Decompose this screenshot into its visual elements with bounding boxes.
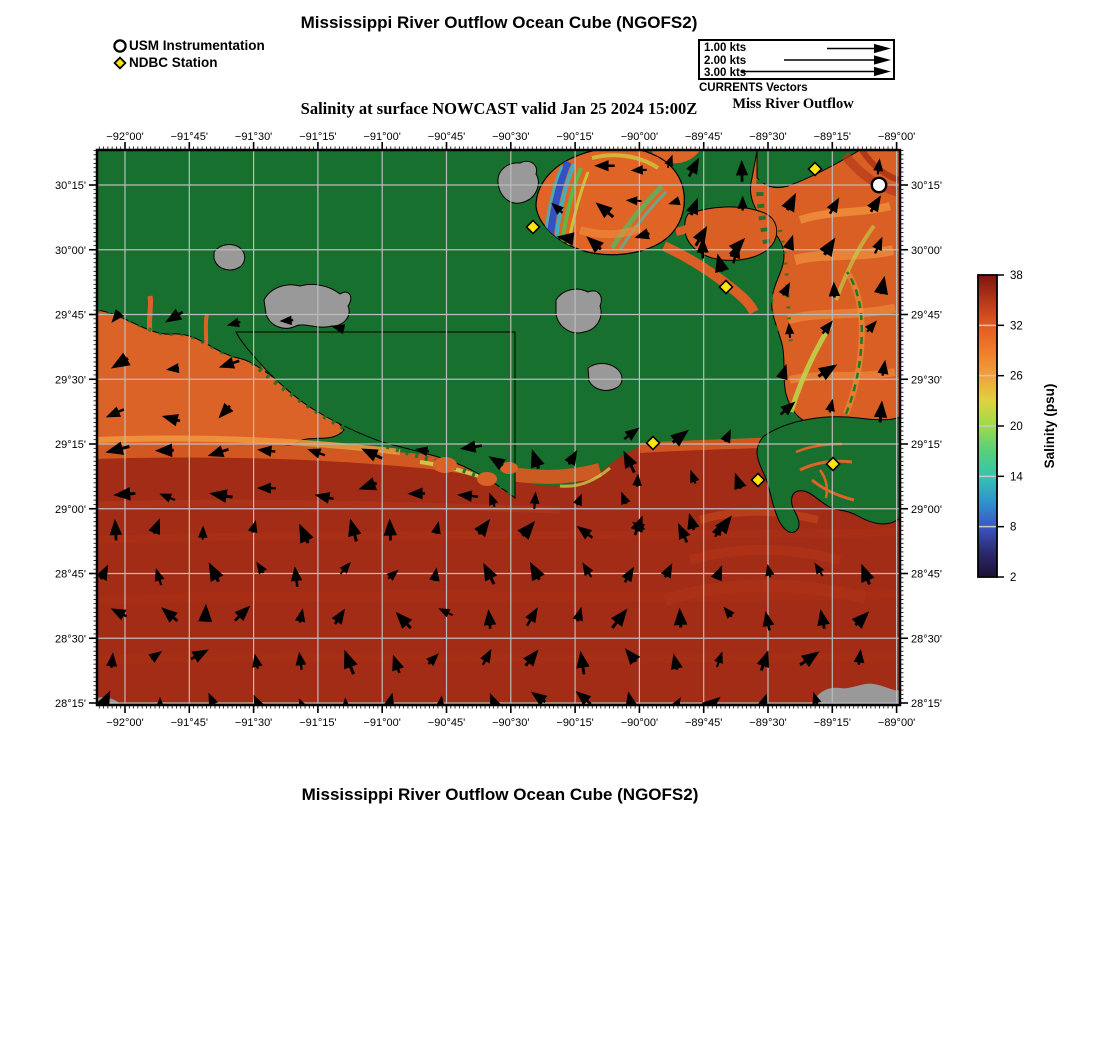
svg-text:14: 14 — [1010, 471, 1023, 484]
svg-text:−89°30': −89°30' — [749, 131, 787, 143]
gulf-band — [97, 656, 900, 660]
svg-text:−90°30': −90°30' — [492, 717, 530, 729]
svg-text:−90°45': −90°45' — [427, 131, 466, 143]
svg-text:−89°15': −89°15' — [813, 131, 852, 143]
terrebonne-bay — [433, 457, 457, 473]
svg-text:−91°15': −91°15' — [299, 131, 337, 143]
svg-text:28°15': 28°15' — [55, 698, 86, 710]
svg-text:28°30': 28°30' — [55, 633, 86, 646]
svg-text:29°30': 29°30' — [911, 374, 942, 387]
svg-text:29°15': 29°15' — [911, 439, 942, 451]
svg-text:−92°00': −92°00' — [106, 717, 144, 729]
map-subtitle: Salinity at surface NOWCAST valid Jan 25 2024 15:00Z — [300, 99, 698, 118]
svg-text:−90°15': −90°15' — [556, 131, 594, 143]
colorbar — [978, 270, 1057, 584]
svg-text:2: 2 — [1010, 572, 1017, 584]
svg-text:−91°00': −91°00' — [363, 131, 401, 143]
svg-text:−89°45': −89°45' — [684, 717, 723, 729]
svg-text:−91°15': −91°15' — [299, 717, 337, 729]
lake-maurepas-gray — [498, 161, 538, 203]
marsh-island — [759, 289, 773, 303]
svg-text:−91°45': −91°45' — [170, 717, 209, 729]
svg-text:29°45': 29°45' — [55, 309, 86, 322]
svg-text:−90°00': −90°00' — [620, 717, 659, 729]
svg-text:−89°00': −89°00' — [877, 717, 916, 729]
colorbar-title: Salinity (psu) — [1042, 383, 1057, 469]
vector-scale-2kt: 2.00 kts — [704, 54, 747, 67]
footer-title: Mississippi River Outflow Ocean Cube (NGOFS2) — [301, 785, 699, 804]
svg-text:−90°15': −90°15' — [556, 717, 594, 729]
gulf-band — [97, 594, 900, 600]
svg-text:38: 38 — [1010, 270, 1023, 282]
svg-text:26: 26 — [1010, 370, 1023, 383]
svg-text:28°45': 28°45' — [55, 568, 86, 581]
svg-text:−90°45': −90°45' — [427, 717, 466, 729]
svg-text:28°15': 28°15' — [911, 698, 942, 710]
svg-text:−89°30': −89°30' — [749, 717, 787, 729]
svg-text:30°00': 30°00' — [911, 244, 942, 257]
legend-ndbc-label: NDBC Station — [129, 55, 218, 70]
svg-text:29°00': 29°00' — [911, 503, 942, 516]
svg-text:−91°30': −91°30' — [234, 717, 273, 729]
bay-inlet — [205, 314, 207, 352]
svg-text:20: 20 — [1010, 421, 1023, 433]
gray-land-blob — [214, 245, 245, 270]
gray-land-blob — [556, 289, 601, 333]
svg-text:−89°15': −89°15' — [813, 717, 852, 729]
svg-text:30°15': 30°15' — [911, 180, 942, 192]
svg-text:−91°30': −91°30' — [234, 131, 273, 143]
region-label: Miss River Outflow — [732, 96, 854, 112]
svg-text:−89°45': −89°45' — [684, 131, 723, 143]
map-art — [94, 148, 900, 718]
svg-text:32: 32 — [1010, 320, 1023, 333]
svg-text:−90°00': −90°00' — [620, 131, 659, 143]
svg-text:−91°00': −91°00' — [363, 717, 401, 729]
vector-scale-1kt: 1.00 kts — [704, 42, 747, 54]
svg-text:29°30': 29°30' — [55, 374, 86, 387]
usm-instrument-marker — [872, 178, 886, 192]
terrebonne-bay — [477, 472, 497, 486]
svg-text:28°45': 28°45' — [911, 568, 942, 581]
vector-scale-caption: CURRENTS Vectors — [699, 82, 808, 94]
figure-title: Mississippi River Outflow Ocean Cube (NGOFS2) — [300, 13, 698, 32]
svg-text:29°15': 29°15' — [55, 439, 86, 451]
svg-text:−89°00': −89°00' — [877, 131, 916, 143]
svg-text:−90°30': −90°30' — [492, 131, 530, 143]
svg-text:−91°45': −91°45' — [170, 131, 209, 143]
svg-text:29°00': 29°00' — [55, 503, 86, 516]
vector-scale-3kt: 3.00 kts — [704, 67, 747, 79]
svg-text:29°45': 29°45' — [911, 309, 942, 322]
svg-text:−92°00': −92°00' — [106, 131, 144, 143]
svg-text:8: 8 — [1010, 521, 1017, 534]
svg-text:28°30': 28°30' — [911, 633, 942, 646]
legend-usm-label: USM Instrumentation — [129, 38, 265, 53]
svg-text:30°00': 30°00' — [55, 244, 86, 257]
svg-text:30°15': 30°15' — [55, 180, 86, 192]
